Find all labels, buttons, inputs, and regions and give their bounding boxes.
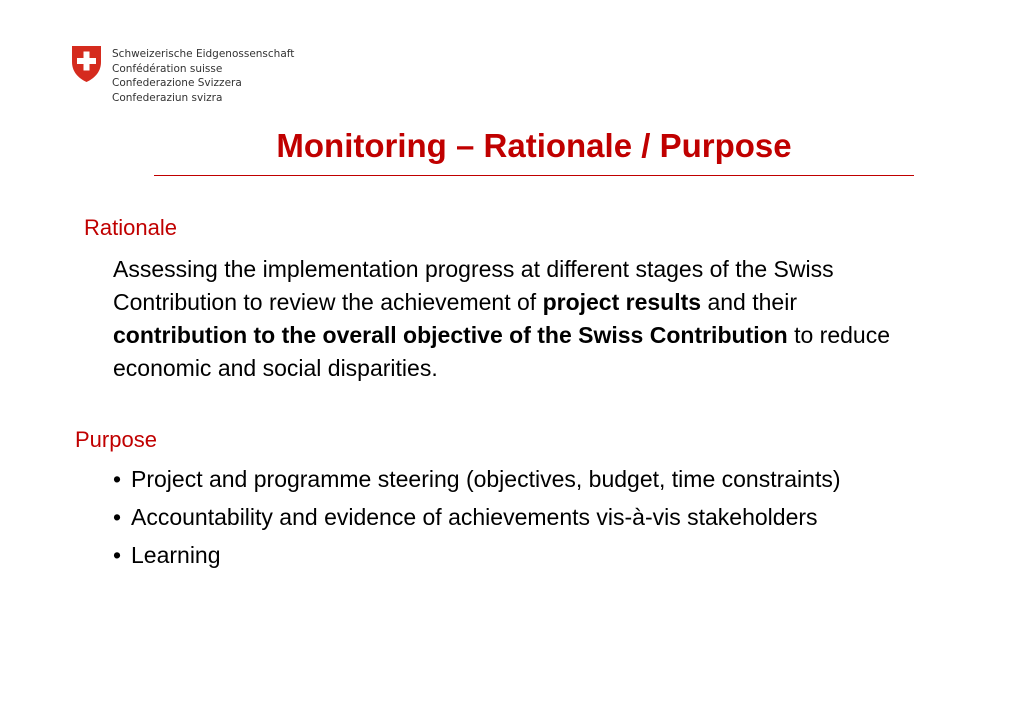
purpose-item-text: Accountability and evidence of achievements vis-à-vis stakeholders: [131, 504, 818, 530]
rationale-bold-contribution: contribution to the overall objective of the Swiss Contribution: [113, 322, 788, 348]
purpose-item-steering: [113, 463, 893, 496]
swiss-cross-shield-icon: [71, 45, 102, 83]
rationale-text-part2: and their: [701, 289, 797, 315]
bullet-dot: •: [113, 542, 122, 568]
org-name-german: Schweizerische Eidgenossenschaft: [112, 48, 295, 60]
purpose-item-text: Learning: [131, 542, 221, 568]
org-name-romansh: Confederaziun svizra: [112, 91, 223, 104]
purpose-item-learning: [113, 539, 893, 572]
bullet-dot: •: [113, 504, 122, 530]
purpose-list: [113, 463, 893, 577]
slide-title: Monitoring – Rationale / Purpose: [276, 127, 792, 164]
rationale-text-part3: to reduce economic and social disparities.: [113, 322, 890, 381]
title-divider: [154, 175, 914, 176]
purpose-heading: Purpose: [75, 427, 157, 452]
rationale-text-part1: Assessing the implementation progress at different stages of the Swiss Contribution to review the achievement of: [113, 256, 834, 315]
purpose-item-accountability: [113, 501, 893, 534]
org-name-french: Confédération suisse: [112, 62, 223, 75]
rationale-bold-project-results: project results: [542, 289, 702, 315]
rationale-paragraph: [113, 253, 913, 385]
purpose-item-text: Project and programme steering (objectives, budget, time constraints): [131, 466, 841, 492]
rationale-heading: Rationale: [84, 215, 177, 240]
org-name-italian: Confederazione Svizzera: [112, 77, 242, 89]
bullet-dot: •: [113, 466, 122, 492]
federal-administration-names: [112, 47, 294, 105]
